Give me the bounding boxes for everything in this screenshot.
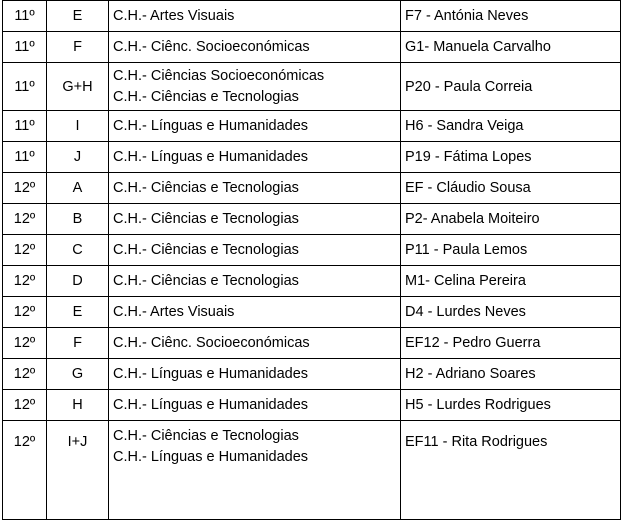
course-label: C.H.- Ciências e Tecnologias	[113, 210, 299, 227]
teacher-cell: P11 - Paula Lemos	[401, 235, 621, 266]
class-cell: D	[47, 266, 109, 297]
class-cell: C	[47, 235, 109, 266]
year-cell: 12º	[3, 204, 47, 235]
year-cell: 11º	[3, 63, 47, 111]
table-row	[3, 173, 621, 204]
course-label: C.H.- Ciências Socioeconómicas	[113, 68, 325, 84]
table-row	[3, 297, 621, 328]
table-row	[3, 359, 621, 390]
course-label: C.H.- Ciências e Tecnologias	[113, 272, 299, 289]
course-label: C.H.- Línguas e Humanidades	[113, 365, 309, 382]
year-cell: 11º	[3, 1, 47, 32]
course-cell	[109, 1, 401, 32]
teacher-cell: P19 - Fátima Lopes	[401, 142, 621, 173]
class-cell: F	[47, 328, 109, 359]
year-cell: 11º	[3, 32, 47, 63]
class-cell: F	[47, 32, 109, 63]
class-cell: G+H	[47, 63, 109, 111]
year-cell: 12º	[3, 173, 47, 204]
year-cell: 12º	[3, 390, 47, 421]
course-cell	[109, 297, 401, 328]
table-row	[3, 32, 621, 63]
year-cell: 12º	[3, 359, 47, 390]
course-label: C.H.- Ciências e Tecnologias	[113, 89, 299, 105]
course-cell	[109, 235, 401, 266]
table-row	[3, 390, 621, 421]
course-cell	[109, 142, 401, 173]
course-label: C.H.- Ciênc. Socioeconómicas	[113, 38, 310, 55]
year-cell: 12º	[3, 421, 47, 520]
class-cell: I	[47, 111, 109, 142]
class-cell: H	[47, 390, 109, 421]
class-directors-table	[2, 0, 621, 520]
course-label: C.H.- Artes Visuais	[113, 303, 235, 320]
course-cell	[109, 204, 401, 235]
year-cell: 12º	[3, 266, 47, 297]
table-row	[3, 1, 621, 32]
teacher-cell: G1- Manuela Carvalho	[401, 32, 621, 63]
course-label: C.H.- Ciênc. Socioeconómicas	[113, 334, 310, 351]
class-cell: A	[47, 173, 109, 204]
table-row	[3, 235, 621, 266]
course-label: C.H.- Artes Visuais	[113, 7, 235, 24]
table-row	[3, 328, 621, 359]
teacher-cell: P20 - Paula Correia	[401, 63, 621, 111]
teacher-cell: H2 - Adriano Soares	[401, 359, 621, 390]
class-cell: E	[47, 297, 109, 328]
course-cell	[109, 390, 401, 421]
class-cell: I+J	[47, 421, 109, 520]
course-label: C.H.- Línguas e Humanidades	[113, 117, 309, 134]
table-row	[3, 142, 621, 173]
year-cell: 12º	[3, 297, 47, 328]
class-cell: G	[47, 359, 109, 390]
course-label: C.H.- Ciências e Tecnologias	[113, 428, 299, 444]
course-label: C.H.- Ciências e Tecnologias	[113, 241, 299, 258]
course-cell	[109, 328, 401, 359]
year-cell: 11º	[3, 111, 47, 142]
course-cell	[109, 421, 401, 520]
teacher-cell: M1- Celina Pereira	[401, 266, 621, 297]
course-cell	[109, 32, 401, 63]
class-cell: B	[47, 204, 109, 235]
course-cell	[109, 359, 401, 390]
year-cell: 12º	[3, 235, 47, 266]
teacher-cell: H6 - Sandra Veiga	[401, 111, 621, 142]
course-cell	[109, 173, 401, 204]
course-label: C.H.- Línguas e Humanidades	[113, 396, 309, 413]
course-label: C.H.- Ciências e Tecnologias	[113, 179, 299, 196]
class-cell: J	[47, 142, 109, 173]
year-cell: 11º	[3, 142, 47, 173]
teacher-cell: D4 - Lurdes Neves	[401, 297, 621, 328]
course-label: C.H.- Línguas e Humanidades	[113, 449, 309, 465]
teacher-cell: P2- Anabela Moiteiro	[401, 204, 621, 235]
table-row	[3, 204, 621, 235]
teacher-cell: EF11 - Rita Rodrigues	[401, 421, 621, 520]
year-cell: 12º	[3, 328, 47, 359]
teacher-cell: H5 - Lurdes Rodrigues	[401, 390, 621, 421]
table-row	[3, 421, 621, 520]
course-cell	[109, 111, 401, 142]
teacher-cell: EF12 - Pedro Guerra	[401, 328, 621, 359]
course-cell	[109, 63, 401, 111]
course-cell	[109, 266, 401, 297]
course-label: C.H.- Línguas e Humanidades	[113, 148, 309, 165]
table-row	[3, 266, 621, 297]
table-row	[3, 63, 621, 111]
class-cell: E	[47, 1, 109, 32]
teacher-cell: EF - Cláudio Sousa	[401, 173, 621, 204]
teacher-cell: F7 - Antónia Neves	[401, 1, 621, 32]
table-row	[3, 111, 621, 142]
